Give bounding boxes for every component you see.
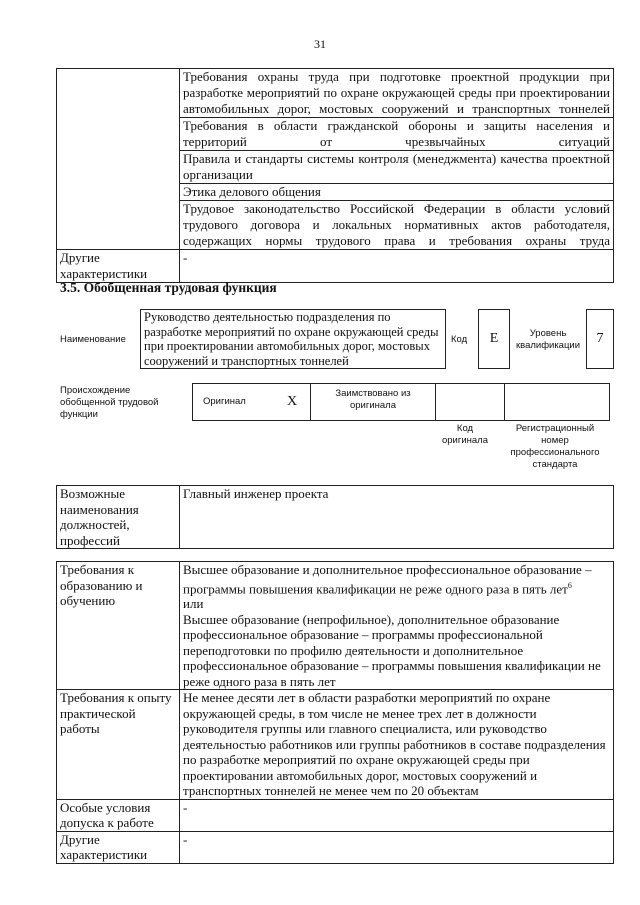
code-value: E bbox=[489, 331, 499, 346]
positions-value: Главный инженер проекта bbox=[180, 486, 614, 549]
code-original-cell bbox=[436, 384, 505, 421]
empty-label-cell bbox=[57, 69, 180, 250]
other-characteristics-value: - bbox=[180, 250, 614, 283]
other-characteristics-label: Другие характеристики bbox=[57, 831, 180, 863]
experience-line: транспортных тоннелей не менее чем по 20 объектам bbox=[183, 783, 479, 799]
special-conditions-value: - bbox=[180, 799, 614, 831]
experience-line: Не менее десяти лет в области разработки мероприятий по охране bbox=[183, 690, 551, 706]
origin-label: Происхождение обобщенной трудовой функции bbox=[60, 385, 159, 420]
positions-table bbox=[56, 485, 614, 549]
experience-line: деятельностью работников или группы работников в составе подразделения bbox=[183, 736, 606, 752]
experience-line: окружающей среды, в том числе не менее трех лет в должности bbox=[183, 705, 537, 721]
knowledge-item: Требования охраны труда при подготовке проектной продукции при разработке мероприятий по охране окружающей среды при проектировании автомобильных дорог, мостовых сооружений и транспортных тоннелей bbox=[180, 69, 614, 118]
education-line: реже одного раза в пять лет bbox=[183, 673, 336, 689]
level-value-box bbox=[586, 309, 614, 369]
experience-line: руководителя группы или главного специалиста, или руководство bbox=[183, 721, 547, 737]
education-line: профессиональное образование – программы профессиональной bbox=[183, 627, 543, 643]
level-label: Уровень квалификации bbox=[515, 328, 581, 351]
section-title: 3.5. Обобщенная трудовая функция bbox=[60, 280, 277, 295]
knowledge-item: Правила и стандарты системы контроля (менеджмента) качества проектной организации bbox=[180, 151, 614, 184]
education-label: Требования к образованию и обучению bbox=[57, 562, 180, 690]
education-line: Высшее образование (непрофильное), дополнительное образование bbox=[183, 611, 560, 627]
code-value-box bbox=[478, 309, 510, 369]
experience-line: проектировании автомобильных дорог, мостовых сооружений и bbox=[183, 767, 538, 783]
special-conditions-label: Особые условия допуска к работе bbox=[57, 799, 180, 831]
positions-label: Возможные наименования должностей, профессий bbox=[57, 486, 180, 549]
experience-line: по разработке мероприятий по охране окружающей среды при bbox=[183, 752, 530, 768]
page-number: 31 bbox=[314, 37, 326, 51]
top-knowledge-table bbox=[56, 68, 614, 283]
code-label: Код bbox=[451, 334, 468, 345]
original-mark: X bbox=[274, 384, 311, 421]
education-line: переподготовки по профилю деятельности и дополнительное bbox=[183, 642, 524, 658]
name-value: Руководство деятельностью подразделения по разработке мероприятий по охране окружающей среды при проектировании автомобильных дорог, мостовых сооружений и транспортных тоннелей bbox=[144, 310, 439, 368]
level-value: 7 bbox=[596, 331, 604, 346]
original-label: Оригинал bbox=[193, 384, 275, 421]
other-characteristics-label: Другие характеристики bbox=[57, 250, 180, 283]
origin-table bbox=[192, 383, 610, 421]
education-line-with-footnote: программы повышения квалификации не реже одного раза в пять лет$^6$ bbox=[183, 580, 572, 596]
borrowed-label: Заимствовано из оригинала bbox=[311, 384, 436, 421]
reg-number-cell bbox=[505, 384, 610, 421]
knowledge-item: Этика делового общения bbox=[180, 184, 614, 201]
code-original-caption: Код оригинала bbox=[441, 423, 488, 446]
education-line: Высшее образование и дополнительное профессиональное образование – bbox=[183, 562, 592, 577]
education-line: профессиональное образование – программы повышения квалификации не bbox=[183, 658, 601, 674]
name-value-box bbox=[140, 309, 446, 369]
knowledge-item: Требования в области гражданской обороны и защиты населения и территорий от чрезвычайных ситуаций bbox=[180, 118, 614, 151]
other-characteristics-value: - bbox=[180, 831, 614, 863]
education-line: или bbox=[183, 596, 204, 612]
reg-number-caption: Регистрационный номер профессионального стандарта bbox=[510, 423, 600, 470]
knowledge-item: Трудовое законодательство Российской Федерации в области условий трудового договора и локальных нормативных актов работодателя, содержащих нормы трудового права и требования охраны труда bbox=[180, 201, 614, 250]
footnote-mark: 6 bbox=[567, 580, 572, 590]
name-label: Наименование bbox=[60, 334, 126, 345]
experience-value bbox=[180, 690, 614, 800]
experience-label: Требования к опыту практической работы bbox=[57, 690, 180, 800]
requirements-table bbox=[56, 561, 614, 864]
education-value bbox=[180, 562, 614, 690]
